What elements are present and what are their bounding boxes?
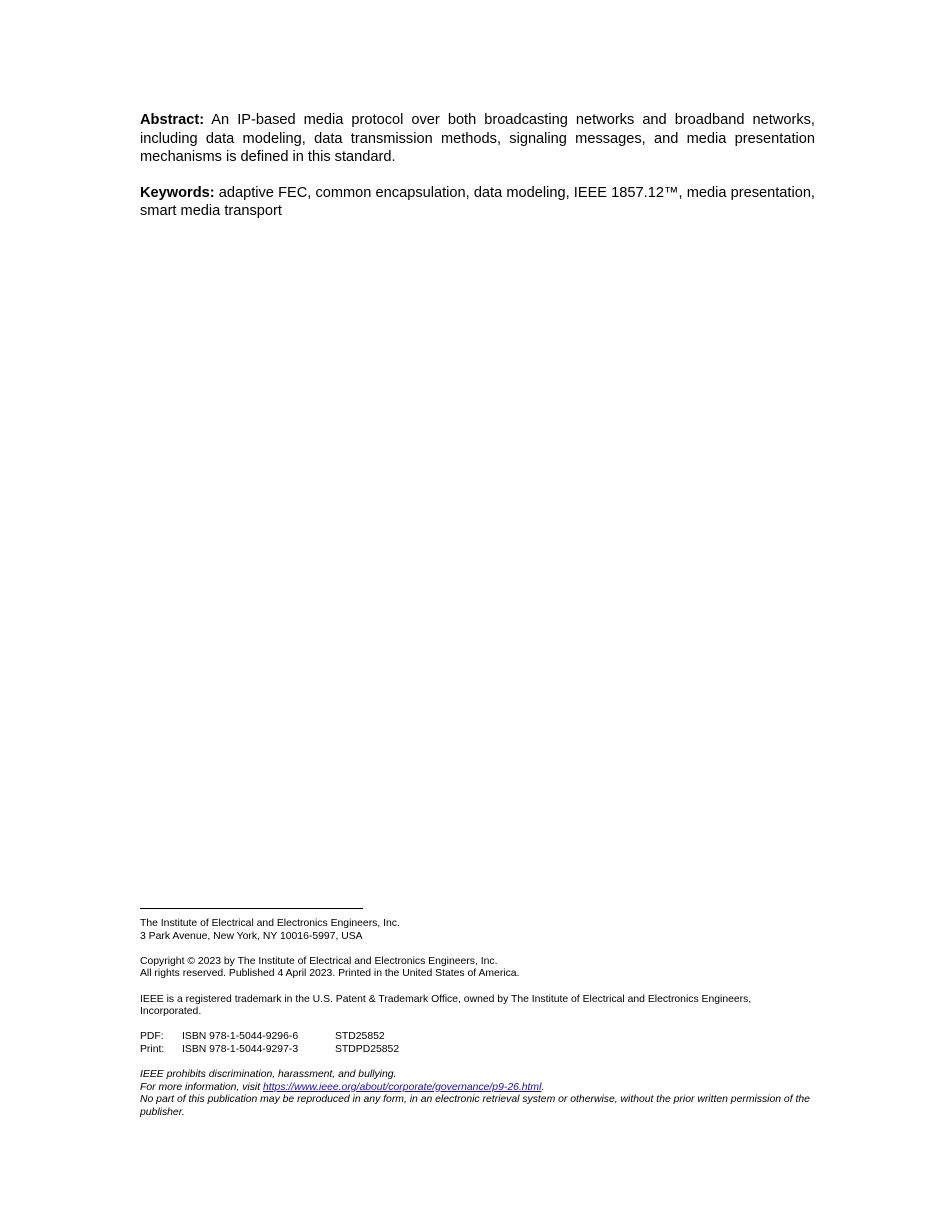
copyright-line: Copyright © 2023 by The Institute of Electrical and Electronics Engineers, Inc. (140, 955, 498, 967)
isbn-format: Print: (140, 1043, 165, 1055)
footnote-divider (140, 908, 363, 909)
rights-line: All rights reserved. Published 4 April 2023. Printed in the United States of America. (140, 968, 520, 980)
abstract-paragraph (140, 111, 815, 167)
abstract-section (140, 111, 815, 221)
more-info-suffix: . (541, 1081, 545, 1093)
abstract-text: An IP-based media protocol over both broadcasting networks and broadband networks, including data modeling, data transmission methods, signaling messages, and media presentation mechanisms is defined in this standard. (140, 112, 815, 165)
policy-line: IEEE prohibits discrimination, harassment, and bullying. (140, 1069, 397, 1081)
isbn-row-print (140, 1044, 815, 1057)
copyright-block (140, 956, 815, 981)
isbn-block (140, 1031, 815, 1056)
more-info-line (140, 1082, 815, 1095)
isbn-row-pdf (140, 1031, 815, 1044)
trademark-text: IEEE is a registered trademark in the U.S. Patent & Trademark Office, owned by The Institute of Electrical and Electronics Engineers, Incorporated. (140, 993, 752, 1018)
keywords-paragraph (140, 184, 815, 221)
isbn-number: ISBN 978-1-5044-9296-6 (182, 1031, 299, 1043)
institute-name: The Institute of Electrical and Electronics Engineers, Inc. (140, 918, 400, 929)
reproduction-notice: No part of this publication may be reproduced in any form, in an electronic retrieval system or otherwise, without the prior written permission of the publisher. (140, 1094, 810, 1118)
isbn-code: STDPD25852 (335, 1043, 400, 1055)
policy-block (140, 1069, 815, 1119)
isbn-code: STD25852 (335, 1031, 385, 1043)
publisher-footer (140, 918, 815, 1132)
keywords-label: Keywords: (140, 184, 215, 201)
abstract-label: Abstract: (140, 112, 205, 128)
institute-address: 3 Park Avenue, New York, NY 10016-5997, USA (140, 930, 363, 942)
keywords-text: adaptive FEC, common encapsulation, data modeling, IEEE 1857.12™, media presentation, smart media transport (140, 184, 815, 219)
institute-block (140, 918, 815, 943)
isbn-number: ISBN 978-1-5044-9297-3 (182, 1043, 299, 1055)
policy-link[interactable]: https://www.ieee.org/about/corporate/governance/p9-26.html (263, 1081, 542, 1093)
trademark-block (140, 994, 815, 1019)
isbn-format: PDF: (140, 1031, 164, 1043)
more-info-prefix: For more information, visit (140, 1081, 263, 1093)
